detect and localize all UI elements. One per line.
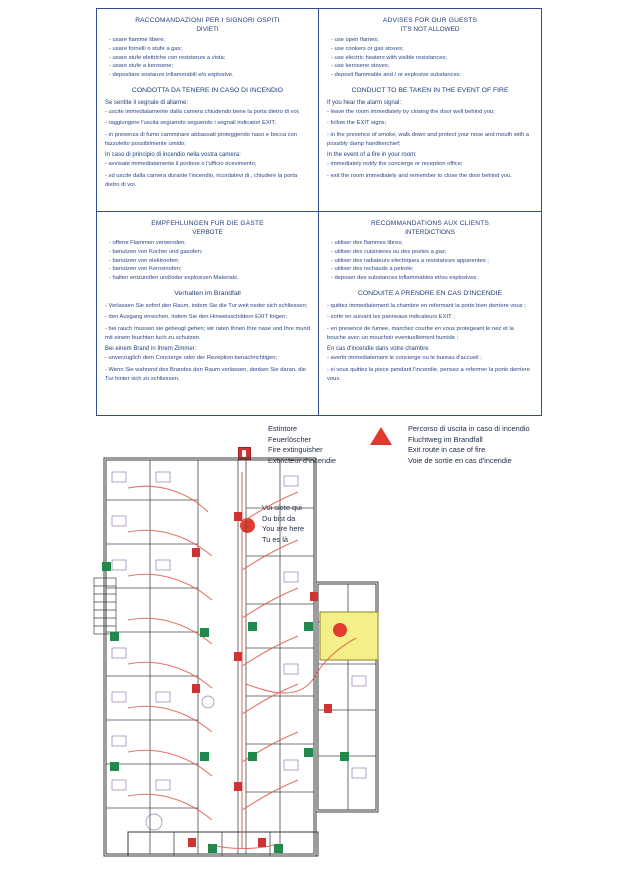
- instruction-line: - raggiungere l'uscita seguendo seguendo i segnali indicatori EXIT;: [105, 120, 276, 127]
- instruction-line: - en presence de fumee, marchez courbe en vous protegeant le nez et la bouche avec un mouchoir eventuellement humide ;: [327, 325, 514, 341]
- list-item: - halten entzundlen und/oder explosiven Materials.: [109, 274, 239, 281]
- legend-line: Voie de sortie en cas d'incendie: [408, 455, 512, 465]
- legend-line: Extincteur d'incendie: [268, 455, 336, 465]
- section-title-german: Verhalten im Brandfall: [174, 289, 241, 297]
- prohibition-list-german: [105, 239, 310, 282]
- instruction-line: - avvisate immediatamente il portiere o l'ufficio ricevimento;: [105, 161, 257, 168]
- evacuation-floor-plan: [88, 452, 393, 867]
- legend-line: Percorso di uscita in caso di incendio: [408, 424, 530, 433]
- legend-line: Estintore: [268, 424, 298, 433]
- legend-line: Tu es là: [262, 534, 289, 544]
- list-item: - utiliser des radiateurs electriques a resistances apparentes ;: [331, 257, 489, 264]
- instruction-lead: Se sentite il segnale di allarme:: [105, 99, 189, 106]
- section-title-italian: CONDOTTA DA TENERE IN CASO DI INCENDIO: [131, 86, 284, 94]
- prohibition-list-english: [327, 36, 533, 79]
- list-item: - benutzen von Kerosinofen;: [109, 266, 182, 273]
- panel-subtitle-italian: DIVIETI: [196, 26, 219, 34]
- panel-subtitle-german: VERBOTE: [192, 229, 223, 237]
- list-item: - use kerosene stoves;: [331, 63, 390, 70]
- list-item: - usare stufe a kerosene;: [109, 63, 174, 70]
- instruction-line: - si vous quittez la piece pendant l'incendie, pensez a refermer la porte derriere vous.: [327, 367, 530, 382]
- list-item: - benutzen von elektroofen;: [109, 257, 180, 264]
- list-item: - offene Flammen verwenden;: [109, 240, 186, 247]
- instruction-lead: In caso di principio di incendio nella vostra camera:: [105, 152, 241, 159]
- instruction-line: - sortir en suivant les panneaux indicateurs EXIT ;: [327, 314, 455, 321]
- instruction-line: - in the presence of smoke, walk down and protect your nose and mouth with a possibly damp handkerchief;: [327, 131, 530, 147]
- panel-title-german: EMPFEHLUNGEN FUR DIE GASTE: [151, 220, 264, 227]
- legend-line: Du bist da: [262, 513, 296, 523]
- safety-notice-panel: [96, 8, 542, 416]
- list-item: - usare stufe elettriche con resistenze a vista;: [109, 54, 226, 61]
- instruction-block: [327, 345, 533, 383]
- section-title-english: CONDUCT TO BE TAKEN IN THE EVENT OF FIRE: [351, 86, 509, 94]
- instruction-block: [327, 151, 533, 180]
- panel-subtitle-english: IT'S NOT ALLOWED: [400, 26, 460, 34]
- list-item: - depositare sostanze infiammabili e/o esplosive.: [109, 71, 234, 78]
- legend-line: Fire extinguisher: [268, 445, 323, 455]
- list-item: - utiliser des flammes libres;: [331, 240, 403, 247]
- prohibition-list-french: [327, 239, 533, 282]
- instruction-line: - quittez immediatement la chambre en refermant la porte bien derriere vous ;: [327, 302, 526, 309]
- instruction-line: - follow the EXIT signs;: [327, 120, 387, 127]
- list-item: - benutzen von Kocher und gasofen;: [109, 248, 203, 255]
- instruction-block: [105, 99, 310, 149]
- instruction-line: - den Ausgang erreichen, indem Sie den Hinweisschildern EXIT folgen;: [105, 314, 287, 321]
- instruction-line: - exit the room immediately and remember to close the door behind you.: [327, 173, 512, 180]
- instruction-line: - leave the room immediately by closing the door well behind you;: [327, 108, 495, 115]
- list-item: - utiliser des rechauds a petrole;: [331, 266, 414, 273]
- instruction-line: - in presenza di fumo camminare abbassati proteggendo naso e bocca con fazzoletto possibilmente umido;: [105, 131, 298, 147]
- list-item: - usare fornelli o stufe a gas;: [109, 45, 183, 52]
- instruction-line: - unverzuglich dem Concierge oder der Rezeption benachrichtigen;: [105, 355, 278, 362]
- instruction-lead: En cas d'incendie dans votre chambre: [327, 346, 429, 353]
- legend-escape-route: [408, 424, 530, 466]
- legend-line: Fluchtweg im Brandfall: [408, 434, 483, 444]
- panel-subtitle-french: INTERDICTIONS: [405, 229, 455, 237]
- legend-line: Feuerlöscher: [268, 434, 312, 444]
- instruction-line: - Verlassen Sie sofort den Raum, indem Sie die Tur weit neder sich schliessen;: [105, 302, 308, 309]
- list-item: - use open flames;: [331, 37, 379, 44]
- notice-quadrant-german: [97, 212, 319, 415]
- instruction-line: - immediately notify the concierge or reception office;: [327, 161, 463, 168]
- instruction-line: - bei rauch mussen sie gebeugt gehen; wir raten Ihnen Ihre nase und Ihre mund mit einem feuchten tuch zu schutzen.: [105, 325, 310, 341]
- list-item: - use electric heaters with visible resistances;: [331, 54, 447, 61]
- instruction-lead: In the event of a fire in your room:: [327, 152, 417, 159]
- list-item: - deposit flammable and / or explosive substances.: [331, 71, 462, 78]
- instruction-block: [327, 99, 533, 149]
- instruction-block: [327, 302, 533, 343]
- panel-title-french: RECOMMANDATIONS AUX CLIENTS: [370, 220, 490, 227]
- prohibition-list-italian: [105, 36, 310, 79]
- notice-quadrant-english: [319, 9, 541, 212]
- list-item: - deposer des substances inflammables et/ou explosives.: [331, 274, 478, 281]
- instruction-block: [105, 345, 310, 383]
- instruction-block: [105, 302, 310, 343]
- panel-title-italian: RACCOMANDAZIONI PER I SIGNORI OSPITI: [135, 17, 280, 24]
- section-title-french: CONDUITE A PRENDRE EN CAS D'INCENDIE: [357, 289, 503, 297]
- legend-line: You are here: [262, 524, 305, 534]
- instruction-lead: Bei einem Brand in Ihrem Zimmer:: [105, 346, 197, 353]
- list-item: - usare fiamme libere;: [109, 37, 166, 44]
- instruction-line: - Wenn Sie wahrend des Brandes den Raum verlassen, denken Sie daran, die Tur hinter sich zu schliessen.: [105, 367, 306, 382]
- instruction-line: - avertir immediatement le concierge ou le bureau d'accueil ;: [327, 355, 482, 362]
- panel-title-english: ADVISES FOR OUR GUESTS: [382, 17, 478, 24]
- list-item: - use cookers or gas stoves;: [331, 45, 404, 52]
- notice-quadrant-italian: [97, 9, 319, 212]
- instruction-block: [105, 151, 310, 189]
- instruction-line: - sd uscite dalla camera durante l'incendio, ricordatevi di , chiudere la porta dietro di voi.: [105, 173, 298, 188]
- notice-quadrant-french: [319, 212, 541, 415]
- list-item: - utiliser des cuisinieres ou des poeles a gaz;: [331, 248, 447, 255]
- instruction-lead: If you hear the alarm signal:: [327, 99, 402, 106]
- legend-line: Exit route in case of fire: [408, 445, 486, 455]
- instruction-line: - uscite immediatamente dalla camera chiudendo bene la porta dietro di voi;: [105, 108, 300, 115]
- legend-line: Voi siete qui: [262, 503, 302, 512]
